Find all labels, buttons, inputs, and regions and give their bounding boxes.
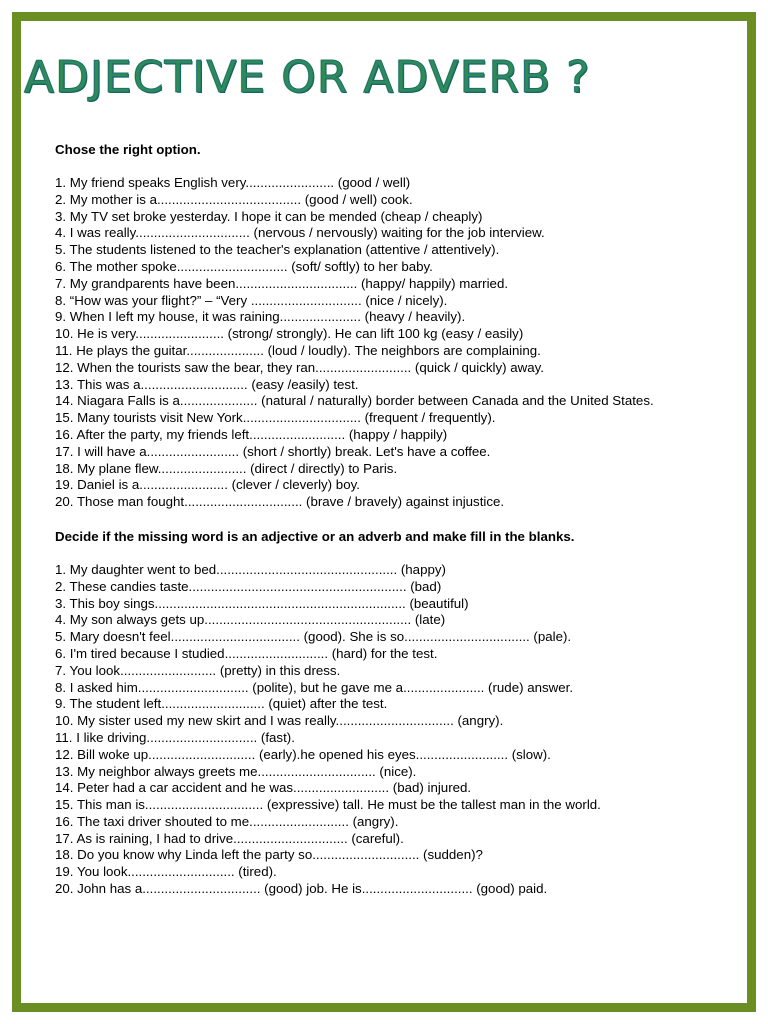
exercise2-item-20: 20. John has a................................ (good) job. He is.............................. (good) paid. xyxy=(55,881,548,897)
exercise1-item-15: 15. Many tourists visit New York................................ (frequent / frequently). xyxy=(55,410,496,426)
exercise2-item-11: 11. I like driving.............................. (fast). xyxy=(55,729,295,745)
section2-list xyxy=(55,562,715,898)
exercise2-item-15: 15. This man is................................ (expressive) tall. He must be the tallest man in the world. xyxy=(55,797,601,813)
exercise2-item-12: 12. Bill woke up............................. (early).he opened his eyes......................... (slow). xyxy=(55,746,551,762)
exercise1-item-14: 14. Niagara Falls is a..................... (natural / naturally) border between Canada and the United States. xyxy=(55,393,654,409)
exercise1-item-19: 19. Daniel is a........................ (clever / cleverly) boy. xyxy=(55,477,360,493)
exercise1-item-8: 8. “How was your flight?” – “Very .............................. (nice / nicely). xyxy=(55,292,448,308)
exercise2-item-13: 13. My neighbor always greets me................................ (nice). xyxy=(55,763,417,779)
worksheet-title: ADJECTIVE OR ADVERB ? xyxy=(24,52,591,103)
exercise1-item-18: 18. My plane flew........................ (direct / directly) to Paris. xyxy=(55,460,398,476)
exercise2-item-16: 16. The taxi driver shouted to me........................... (angry). xyxy=(55,813,399,829)
exercise1-item-2: 2. My mother is a....................................... (good / well) cook. xyxy=(55,191,413,207)
exercise1-item-17: 17. I will have a......................... (short / shortly) break. Let's have a coffee. xyxy=(55,443,491,459)
exercise1-item-1: 1. My friend speaks English very........................ (good / well) xyxy=(55,175,411,190)
exercise1-item-16: 16. After the party, my friends left.......................... (happy / happily) xyxy=(55,426,448,442)
exercise2-item-1: 1. My daughter went to bed................................................. (happy) xyxy=(55,561,446,577)
exercise2-item-14: 14. Peter had a car accident and he was.......................... (bad) injured. xyxy=(55,780,472,796)
exercise1-item-11: 11. He plays the guitar..................... (loud / loudly). The neighbors are complaining. xyxy=(55,342,541,358)
exercise1-item-3: 3. My TV set broke yesterday. I hope it can be mended (cheap / cheaply) xyxy=(55,208,483,224)
exercise2-item-17: 17. As is raining, I had to drive............................... (careful). xyxy=(55,830,404,846)
exercise2-item-7: 7. You look.......................... (pretty) in this dress. xyxy=(55,662,341,678)
exercise2-item-9: 9. The student left............................ (quiet) after the test. xyxy=(55,696,388,712)
worksheet-content xyxy=(55,141,715,898)
exercise2-item-3: 3. This boy sings.................................................................... (beautiful) xyxy=(55,595,469,611)
exercise2-item-19: 19. You look............................. (tired). xyxy=(55,864,277,880)
exercise2-item-5: 5. Mary doesn't feel................................... (good). She is so.................................. (pale). xyxy=(55,629,572,645)
exercise1-item-9: 9. When I left my house, it was raining...................... (heavy / heavily). xyxy=(55,309,466,325)
exercise1-item-7: 7. My grandparents have been................................. (happy/ happily) married. xyxy=(55,275,509,291)
exercise1-item-4: 4. I was really............................... (nervous / nervously) waiting for the job interview. xyxy=(55,225,545,241)
exercise2-item-10: 10. My sister used my new skirt and I was really................................ (angry). xyxy=(55,713,504,729)
exercise1-item-20: 20. Those man fought................................ (brave / bravely) against injustice. xyxy=(55,494,505,510)
exercise1-item-10: 10. He is very........................ (strong/ strongly). He can lift 100 kg (easy / easily) xyxy=(55,326,524,342)
exercise1-item-5: 5. The students listened to the teacher's explanation (attentive / attentively). xyxy=(55,242,500,258)
section1-heading: Chose the right option. xyxy=(55,142,201,157)
exercise1-item-13: 13. This was a............................. (easy /easily) test. xyxy=(55,376,359,392)
section2-heading: Decide if the missing word is an adjective or an adverb and make fill in the blanks. xyxy=(55,528,575,544)
exercise1-item-12: 12. When the tourists saw the bear, they ran.......................... (quick / quickly) away. xyxy=(55,359,544,375)
exercise2-item-8: 8. I asked him.............................. (polite), but he gave me a...................... (rude) answer. xyxy=(55,679,574,695)
exercise2-item-4: 4. My son always gets up........................................................ (late) xyxy=(55,612,446,628)
exercise2-item-2: 2. These candies taste........................................................... (bad) xyxy=(55,578,442,594)
exercise2-item-18: 18. Do you know why Linda left the party so............................. (sudden)? xyxy=(55,847,483,863)
exercise2-item-6: 6. I'm tired because I studied............................ (hard) for the test. xyxy=(55,645,438,661)
exercise1-item-6: 6. The mother spoke.............................. (soft/ softly) to her baby. xyxy=(55,258,433,274)
section1-list xyxy=(55,175,715,511)
